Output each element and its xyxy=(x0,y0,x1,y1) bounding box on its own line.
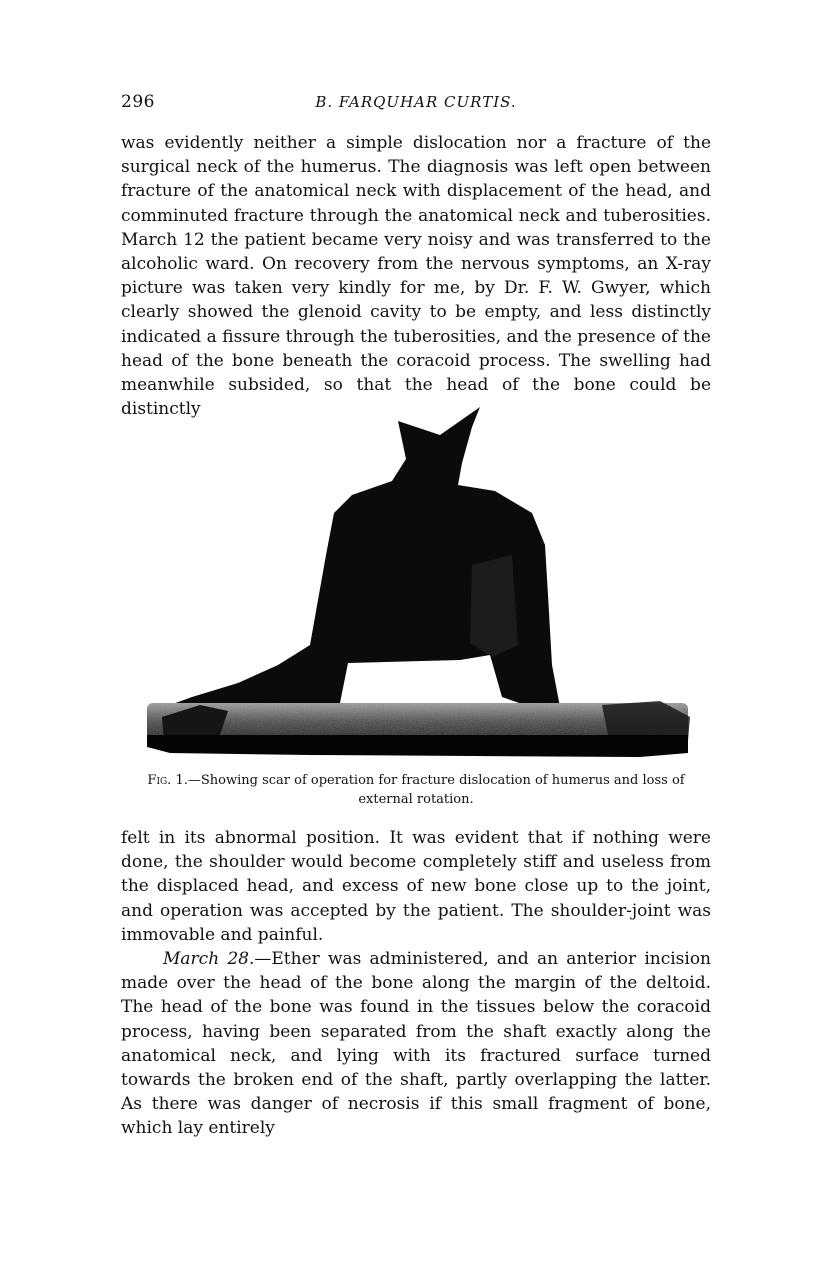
figure-1-photograph xyxy=(140,405,700,760)
running-head: B. FARQUHAR CURTIS. xyxy=(315,93,517,111)
date-label: March 28. xyxy=(163,949,255,970)
paragraph xyxy=(121,947,711,1141)
paragraph: felt in its abnormal position. It was evident that if nothing were done, the shoulder would become completely stiff and useless from the displaced head, and excess of new bone close up to the joint, and operation was accepted by the patient. The shoulder-joint was immovable and painful. xyxy=(121,828,711,945)
figure-caption xyxy=(121,771,711,809)
page-number: 296 xyxy=(121,92,155,112)
caption-text: —Showing scar of operation for fracture dislocation of humerus and loss of external rotation. xyxy=(187,773,685,807)
paragraph-text: —Ether was administered, and an anterior incision made over the head of the bone along the margin of the deltoid. The head of the bone was found in the tissues below the coracoid process, having been separated from the shaft exactly along the anatomical neck, and lying with its fractured surface turned towards the broken end of the shaft, partly overlapping the latter. As there was danger of necrosis if this small fragment of bone, which lay entirely xyxy=(121,949,712,1139)
body-text-top xyxy=(121,131,711,421)
page-header xyxy=(121,92,711,116)
caption-label: Fig. 1. xyxy=(147,773,188,788)
patient-silhouette-image xyxy=(140,405,700,760)
paragraph: was evidently neither a simple dislocation nor a fracture of the surgical neck of the humerus. The diagnosis was left open between fracture of the anatomical neck with displacement of the head, and comminuted fracture through the anatomical neck and tuberosities. March 12 the patient became very noisy and was transferred to the alcoholic ward. On recovery from the nervous symptoms, an X-ray picture was taken very kindly for me, by Dr. F. W. Gwyer, which clearly showed the glenoid cavity to be empty, and less distinctly indicated a fissure through the tuberosities, and the presence of the head of the bone beneath the coracoid process. The swelling had meanwhile subsided, so that the head of the bone could be distinctly xyxy=(121,133,711,420)
body-text-bottom xyxy=(121,826,711,1141)
